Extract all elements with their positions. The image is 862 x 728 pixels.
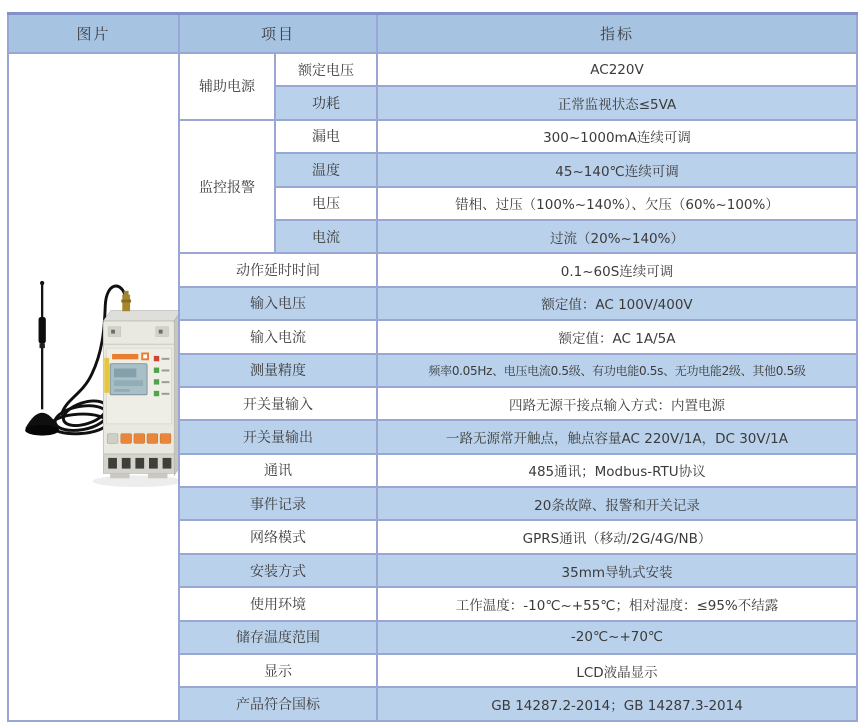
item-label-cell: 显示 <box>179 654 377 687</box>
item-label-cell: 事件记录 <box>179 487 377 520</box>
item-label-cell: 开关量输入 <box>179 387 377 420</box>
button-row <box>107 434 171 444</box>
spec-value-cell: GPRS通讯（移动/2G/4G/NB） <box>377 520 857 553</box>
item-label-cell: 网络模式 <box>179 520 377 553</box>
spec-value-cell: 工作温度：-10℃~+55℃；相对湿度：≤95%不结露 <box>377 587 857 620</box>
terminal-block <box>103 454 174 478</box>
item-label-cell: 开关量输出 <box>179 420 377 453</box>
side-label-strip <box>104 358 109 393</box>
spec-value-cell: 0.1~60S连续可调 <box>377 253 857 286</box>
spec-value-cell: 20条故障、报警和开关记录 <box>377 487 857 520</box>
spec-value-cell: 过流（20%~140%） <box>377 220 857 253</box>
spec-value-cell: 四路无源干接点输入方式：内置电源 <box>377 387 857 420</box>
spec-value-cell: GB 14287.2-2014；GB 14287.3-2014 <box>377 687 857 721</box>
spec-value-cell: LCD液晶显示 <box>377 654 857 687</box>
spec-value-cell: 额定值：AC 100V/400V <box>377 287 857 320</box>
item-label-cell: 漏电 <box>275 120 377 153</box>
item-label-cell: 电压 <box>275 187 377 220</box>
spec-value-cell: AC220V <box>377 53 857 86</box>
lcd-screen <box>110 364 147 395</box>
header-spec-col: 指标 <box>377 14 857 54</box>
spec-value-cell: 频率0.05Hz、电压电流0.5级、有功电能0.5s、无功电能2级、其他0.5级 <box>377 354 857 387</box>
group-monitor-alarm: 监控报警 <box>179 120 275 254</box>
item-label-cell: 额定电压 <box>275 53 377 86</box>
spec-value-cell: -20℃~+70℃ <box>377 621 857 654</box>
spec-value-cell: 正常监视状态≤5VA <box>377 86 857 119</box>
item-label-cell: 输入电流 <box>179 320 377 353</box>
table-row <box>8 53 857 86</box>
spec-value-cell: 485通讯；Modbus-RTU协议 <box>377 454 857 487</box>
item-label-cell: 使用环境 <box>179 587 377 620</box>
header-row <box>8 14 857 54</box>
item-label-cell: 输入电压 <box>179 287 377 320</box>
item-label-cell: 安装方式 <box>179 554 377 587</box>
item-label-cell: 测量精度 <box>179 354 377 387</box>
item-label-cell: 动作延时时间 <box>179 253 377 286</box>
product-photo-cell <box>8 53 179 721</box>
antenna-icon <box>25 281 59 436</box>
product-photo <box>13 271 179 503</box>
spec-value-cell: 一路无源常开触点，触点容量AC 220V/1A，DC 30V/1A <box>377 420 857 453</box>
item-label-cell: 温度 <box>275 153 377 186</box>
spec-value-cell: 300~1000mA连续可调 <box>377 120 857 153</box>
meter-device <box>103 291 179 478</box>
spec-value-cell: 错相、过压（100%~140%）、欠压（60%~100%） <box>377 187 857 220</box>
item-label-cell: 产品符合国标 <box>179 687 377 721</box>
header-image-col: 图片 <box>8 14 179 54</box>
header-item-col: 项目 <box>179 14 377 54</box>
spec-value-cell: 35mm导轨式安装 <box>377 554 857 587</box>
spec-value-cell: 45~140℃连续可调 <box>377 153 857 186</box>
spec-table <box>7 12 858 722</box>
spec-value-cell: 额定值：AC 1A/5A <box>377 320 857 353</box>
item-label-cell: 电流 <box>275 220 377 253</box>
item-label-cell: 功耗 <box>275 86 377 119</box>
item-label-cell: 通讯 <box>179 454 377 487</box>
group-aux-power: 辅助电源 <box>179 53 275 120</box>
antenna-connector-icon <box>121 291 131 311</box>
item-label-cell: 储存温度范围 <box>179 621 377 654</box>
